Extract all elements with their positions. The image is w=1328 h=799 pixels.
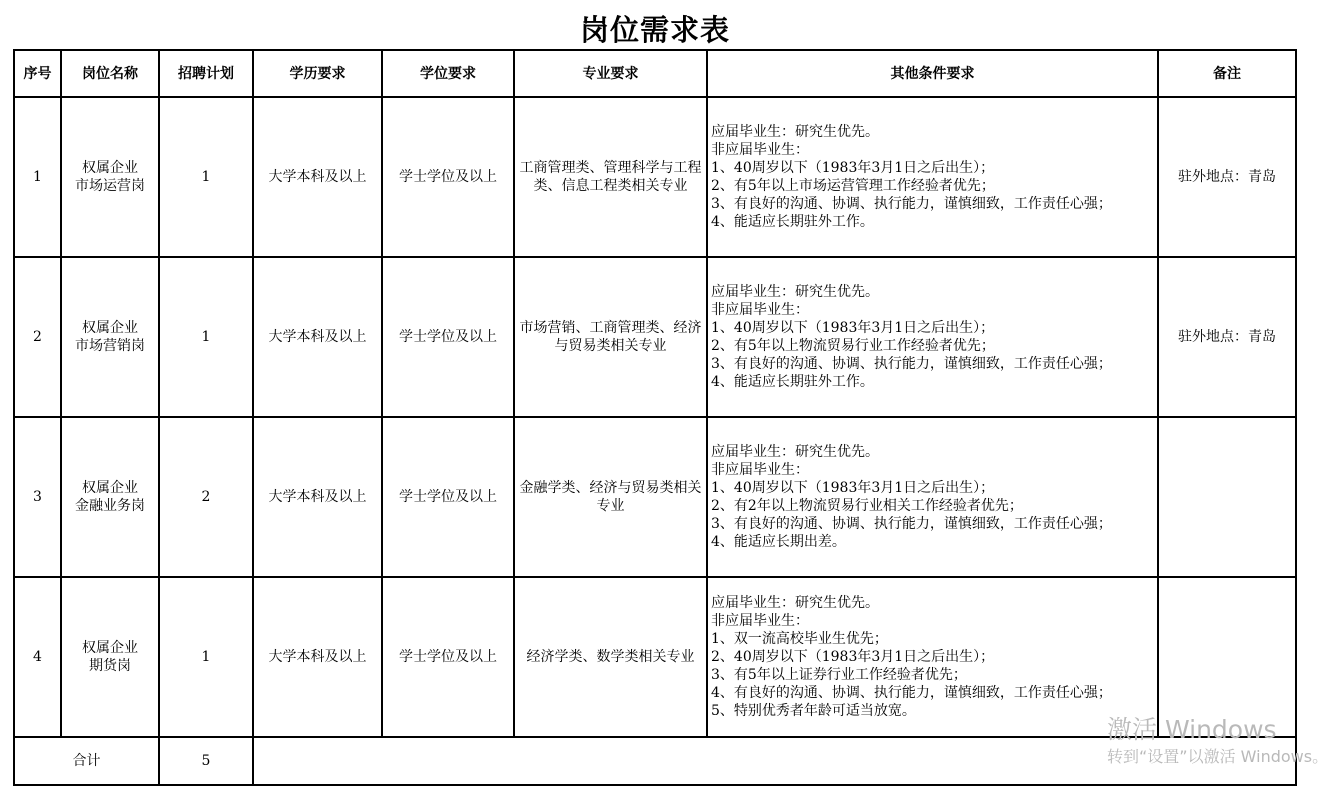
major-requirement: 经济学类、数学类相关专业 <box>514 577 707 737</box>
watermark-subtitle: 转到“设置”以激活 Windows。 <box>1107 747 1328 766</box>
row-number: 2 <box>14 257 61 417</box>
row-number: 3 <box>14 417 61 577</box>
total-blank <box>253 737 1296 785</box>
total-row <box>14 737 1296 785</box>
condition-line: 3、有良好的沟通、协调、执行能力，谨慎细致，工作责任心强； <box>711 516 1112 532</box>
major-requirement: 市场营销、工商管理类、经济与贸易类相关专业 <box>514 257 707 417</box>
condition-line: 2、有5年以上市场运营管理工作经验者优先； <box>711 178 995 194</box>
condition-line: 4、能适应长期驻外工作。 <box>711 374 874 390</box>
education-requirement: 大学本科及以上 <box>253 577 382 737</box>
header-conditions: 其他条件要求 <box>707 50 1158 97</box>
total-value: 5 <box>159 737 253 785</box>
condition-line: 1、40周岁以下（1983年3月1日之后出生）； <box>711 480 995 496</box>
condition-line: 2、40周岁以下（1983年3月1日之后出生）； <box>711 649 995 665</box>
degree-requirement: 学士学位及以上 <box>382 257 514 417</box>
other-conditions <box>707 417 1158 577</box>
job-requirements-table <box>13 49 1297 786</box>
condition-line: 应届毕业生：研究生优先。 <box>711 124 879 140</box>
condition-line: 1、40周岁以下（1983年3月1日之后出生）； <box>711 320 995 336</box>
position-name <box>61 97 159 257</box>
condition-line: 2、有5年以上物流贸易行业工作经验者优先； <box>711 338 995 354</box>
education-requirement: 大学本科及以上 <box>253 97 382 257</box>
position-name <box>61 577 159 737</box>
position-name-line: 市场营销岗 <box>75 338 145 354</box>
hiring-plan: 1 <box>159 97 253 257</box>
note <box>1158 577 1296 737</box>
position-name <box>61 257 159 417</box>
other-conditions <box>707 257 1158 417</box>
page-title: 岗位需求表 <box>579 13 730 47</box>
position-name-line: 权属企业 <box>82 160 138 176</box>
note: 驻外地点：青岛 <box>1158 257 1296 417</box>
condition-line: 4、能适应长期驻外工作。 <box>711 214 874 230</box>
header-no: 序号 <box>14 50 61 97</box>
header-note: 备注 <box>1158 50 1296 97</box>
position-name-line: 金融业务岗 <box>75 498 145 514</box>
degree-requirement: 学士学位及以上 <box>382 97 514 257</box>
other-conditions <box>707 577 1158 737</box>
header-degree: 学位要求 <box>382 50 514 97</box>
condition-line: 应届毕业生：研究生优先。 <box>711 444 879 460</box>
hiring-plan: 1 <box>159 257 253 417</box>
row-number: 4 <box>14 577 61 737</box>
position-name-line: 期货岗 <box>89 658 131 674</box>
header-major: 专业要求 <box>514 50 707 97</box>
hiring-plan: 1 <box>159 577 253 737</box>
condition-line: 非应届毕业生： <box>711 613 809 629</box>
condition-line: 4、能适应长期出差。 <box>711 534 846 550</box>
condition-line: 非应届毕业生： <box>711 462 809 478</box>
education-requirement: 大学本科及以上 <box>253 257 382 417</box>
header-education: 学历要求 <box>253 50 382 97</box>
position-name-line: 权属企业 <box>82 320 138 336</box>
hiring-plan: 2 <box>159 417 253 577</box>
condition-line: 非应届毕业生： <box>711 302 809 318</box>
other-conditions <box>707 97 1158 257</box>
table-row <box>14 257 1296 417</box>
condition-line: 应届毕业生：研究生优先。 <box>711 595 879 611</box>
condition-line: 3、有良好的沟通、协调、执行能力，谨慎细致，工作责任心强； <box>711 356 1112 372</box>
table-row <box>14 577 1296 737</box>
header-position: 岗位名称 <box>61 50 159 97</box>
condition-line: 1、40周岁以下（1983年3月1日之后出生）； <box>711 160 995 176</box>
header-plan: 招聘计划 <box>159 50 253 97</box>
major-requirement: 工商管理类、管理科学与工程类、信息工程类相关专业 <box>514 97 707 257</box>
table-row <box>14 417 1296 577</box>
note: 驻外地点：青岛 <box>1158 97 1296 257</box>
education-requirement: 大学本科及以上 <box>253 417 382 577</box>
total-label: 合计 <box>14 737 159 785</box>
table-row <box>14 97 1296 257</box>
degree-requirement: 学士学位及以上 <box>382 417 514 577</box>
condition-line: 3、有5年以上证券行业工作经验者优先； <box>711 667 967 683</box>
position-name-line: 市场运营岗 <box>75 178 145 194</box>
degree-requirement: 学士学位及以上 <box>382 577 514 737</box>
row-number: 1 <box>14 97 61 257</box>
position-name-line: 权属企业 <box>82 640 138 656</box>
note <box>1158 417 1296 577</box>
condition-line: 5、特别优秀者年龄可适当放宽。 <box>711 703 916 719</box>
watermark-title: 激活 Windows <box>1107 715 1277 744</box>
condition-line: 4、有良好的沟通、协调、执行能力，谨慎细致，工作责任心强； <box>711 685 1112 701</box>
major-requirement: 金融学类、经济与贸易类相关专业 <box>514 417 707 577</box>
condition-line: 2、有2年以上物流贸易行业相关工作经验者优先； <box>711 498 1023 514</box>
condition-line: 1、双一流高校毕业生优先； <box>711 631 888 647</box>
condition-line: 3、有良好的沟通、协调、执行能力，谨慎细致，工作责任心强； <box>711 196 1112 212</box>
condition-line: 应届毕业生：研究生优先。 <box>711 284 879 300</box>
position-name-line: 权属企业 <box>82 480 138 496</box>
position-name <box>61 417 159 577</box>
header-row <box>14 50 1296 97</box>
condition-line: 非应届毕业生： <box>711 142 809 158</box>
